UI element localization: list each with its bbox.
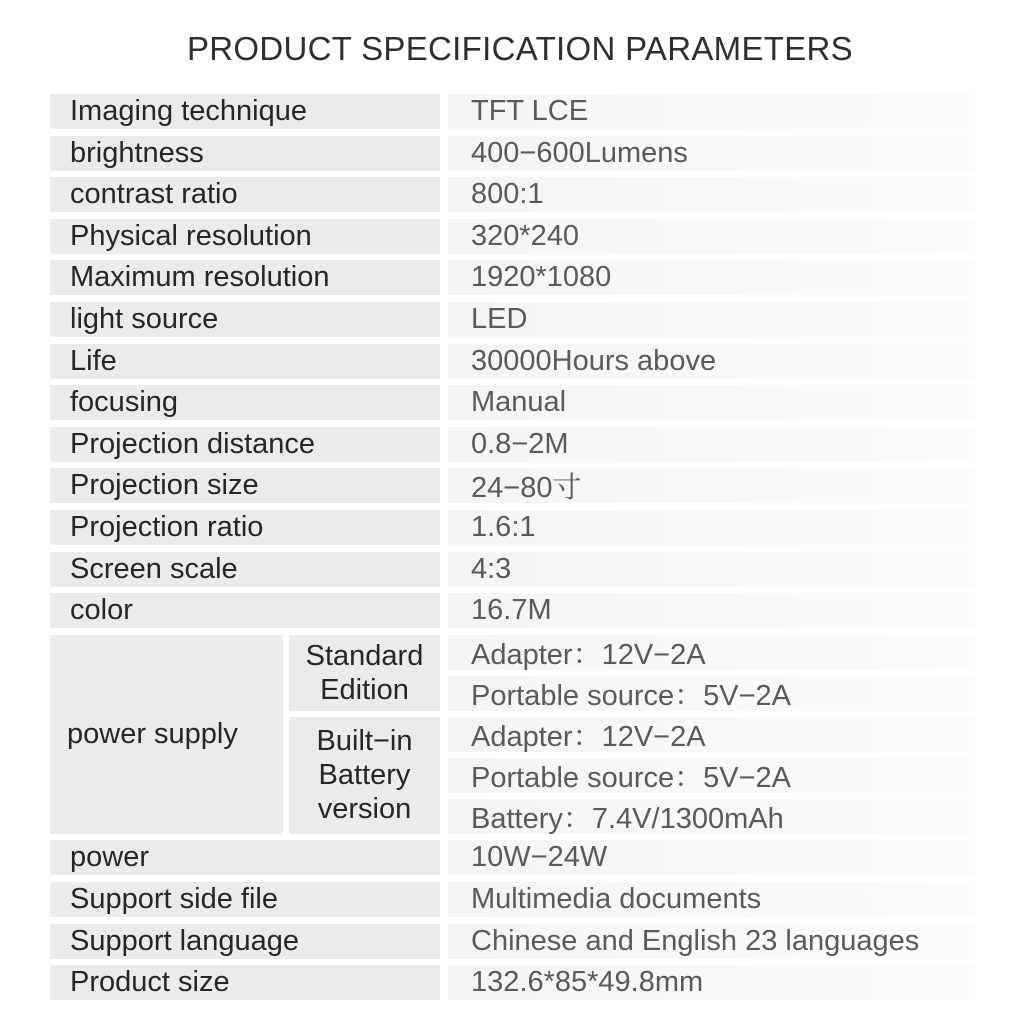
battery-version-text: Built−in Battery version [316,725,413,826]
spec-label: color [50,593,440,628]
spec-value: Manual [448,385,974,420]
spec-value: Multimedia documents [448,882,974,917]
power-supply-block [50,635,974,834]
spec-label: Life [50,344,440,379]
standard-edition-text: Standard Edition [305,639,424,706]
spec-label: Product size [50,965,440,1000]
spec-value: 24−80寸 [448,468,974,503]
spec-value: 1920*1080 [448,260,974,295]
power-supply-value: Portable source：5V−2A [448,676,974,711]
spec-label: Imaging technique [50,94,440,129]
power-supply-value: Adapter：12V−2A [448,717,974,752]
spec-label: power [50,840,440,875]
spec-label: Projection ratio [50,510,440,545]
spec-value: Chinese and English 23 languages [448,924,974,959]
page-title: PRODUCT SPECIFICATION PARAMETERS [186,30,853,67]
spec-value: 400−600Lumens [448,136,974,171]
spec-value: 4:3 [448,552,974,587]
spec-label: light source [50,302,440,337]
spec-label: focusing [50,385,440,420]
spec-label: contrast ratio [50,177,440,212]
spec-label: Physical resolution [50,219,440,254]
spec-value: TFT LCE [448,94,974,129]
spec-label: Support side file [50,882,440,917]
spec-value: 16.7M [448,593,974,628]
spec-value: 0.8−2M [448,427,974,462]
spec-value: 10W−24W [448,840,974,875]
spec-value: 30000Hours above [448,344,974,379]
spec-label: Screen scale [50,552,440,587]
spec-label: Maximum resolution [50,260,440,295]
spec-label: brightness [50,136,440,171]
power-supply-value: Adapter：12V−2A [448,635,974,670]
power-supply-value: Portable source：5V−2A [448,758,974,793]
spec-value: LED [448,302,974,337]
spec-table [50,94,974,1007]
spec-label: Projection distance [50,427,440,462]
battery-version-label [289,717,440,834]
spec-value: 800:1 [448,177,974,212]
spec-label: Projection size [50,468,440,503]
power-supply-value: Battery：7.4V/1300mAh [448,799,974,834]
spec-value: 320*240 [448,219,974,254]
spec-label: Support language [50,924,440,959]
power-supply-label: power supply [50,635,283,834]
spec-value: 1.6:1 [448,510,974,545]
standard-edition-label [289,635,440,711]
spec-value: 132.6*85*49.8mm [448,965,974,1000]
